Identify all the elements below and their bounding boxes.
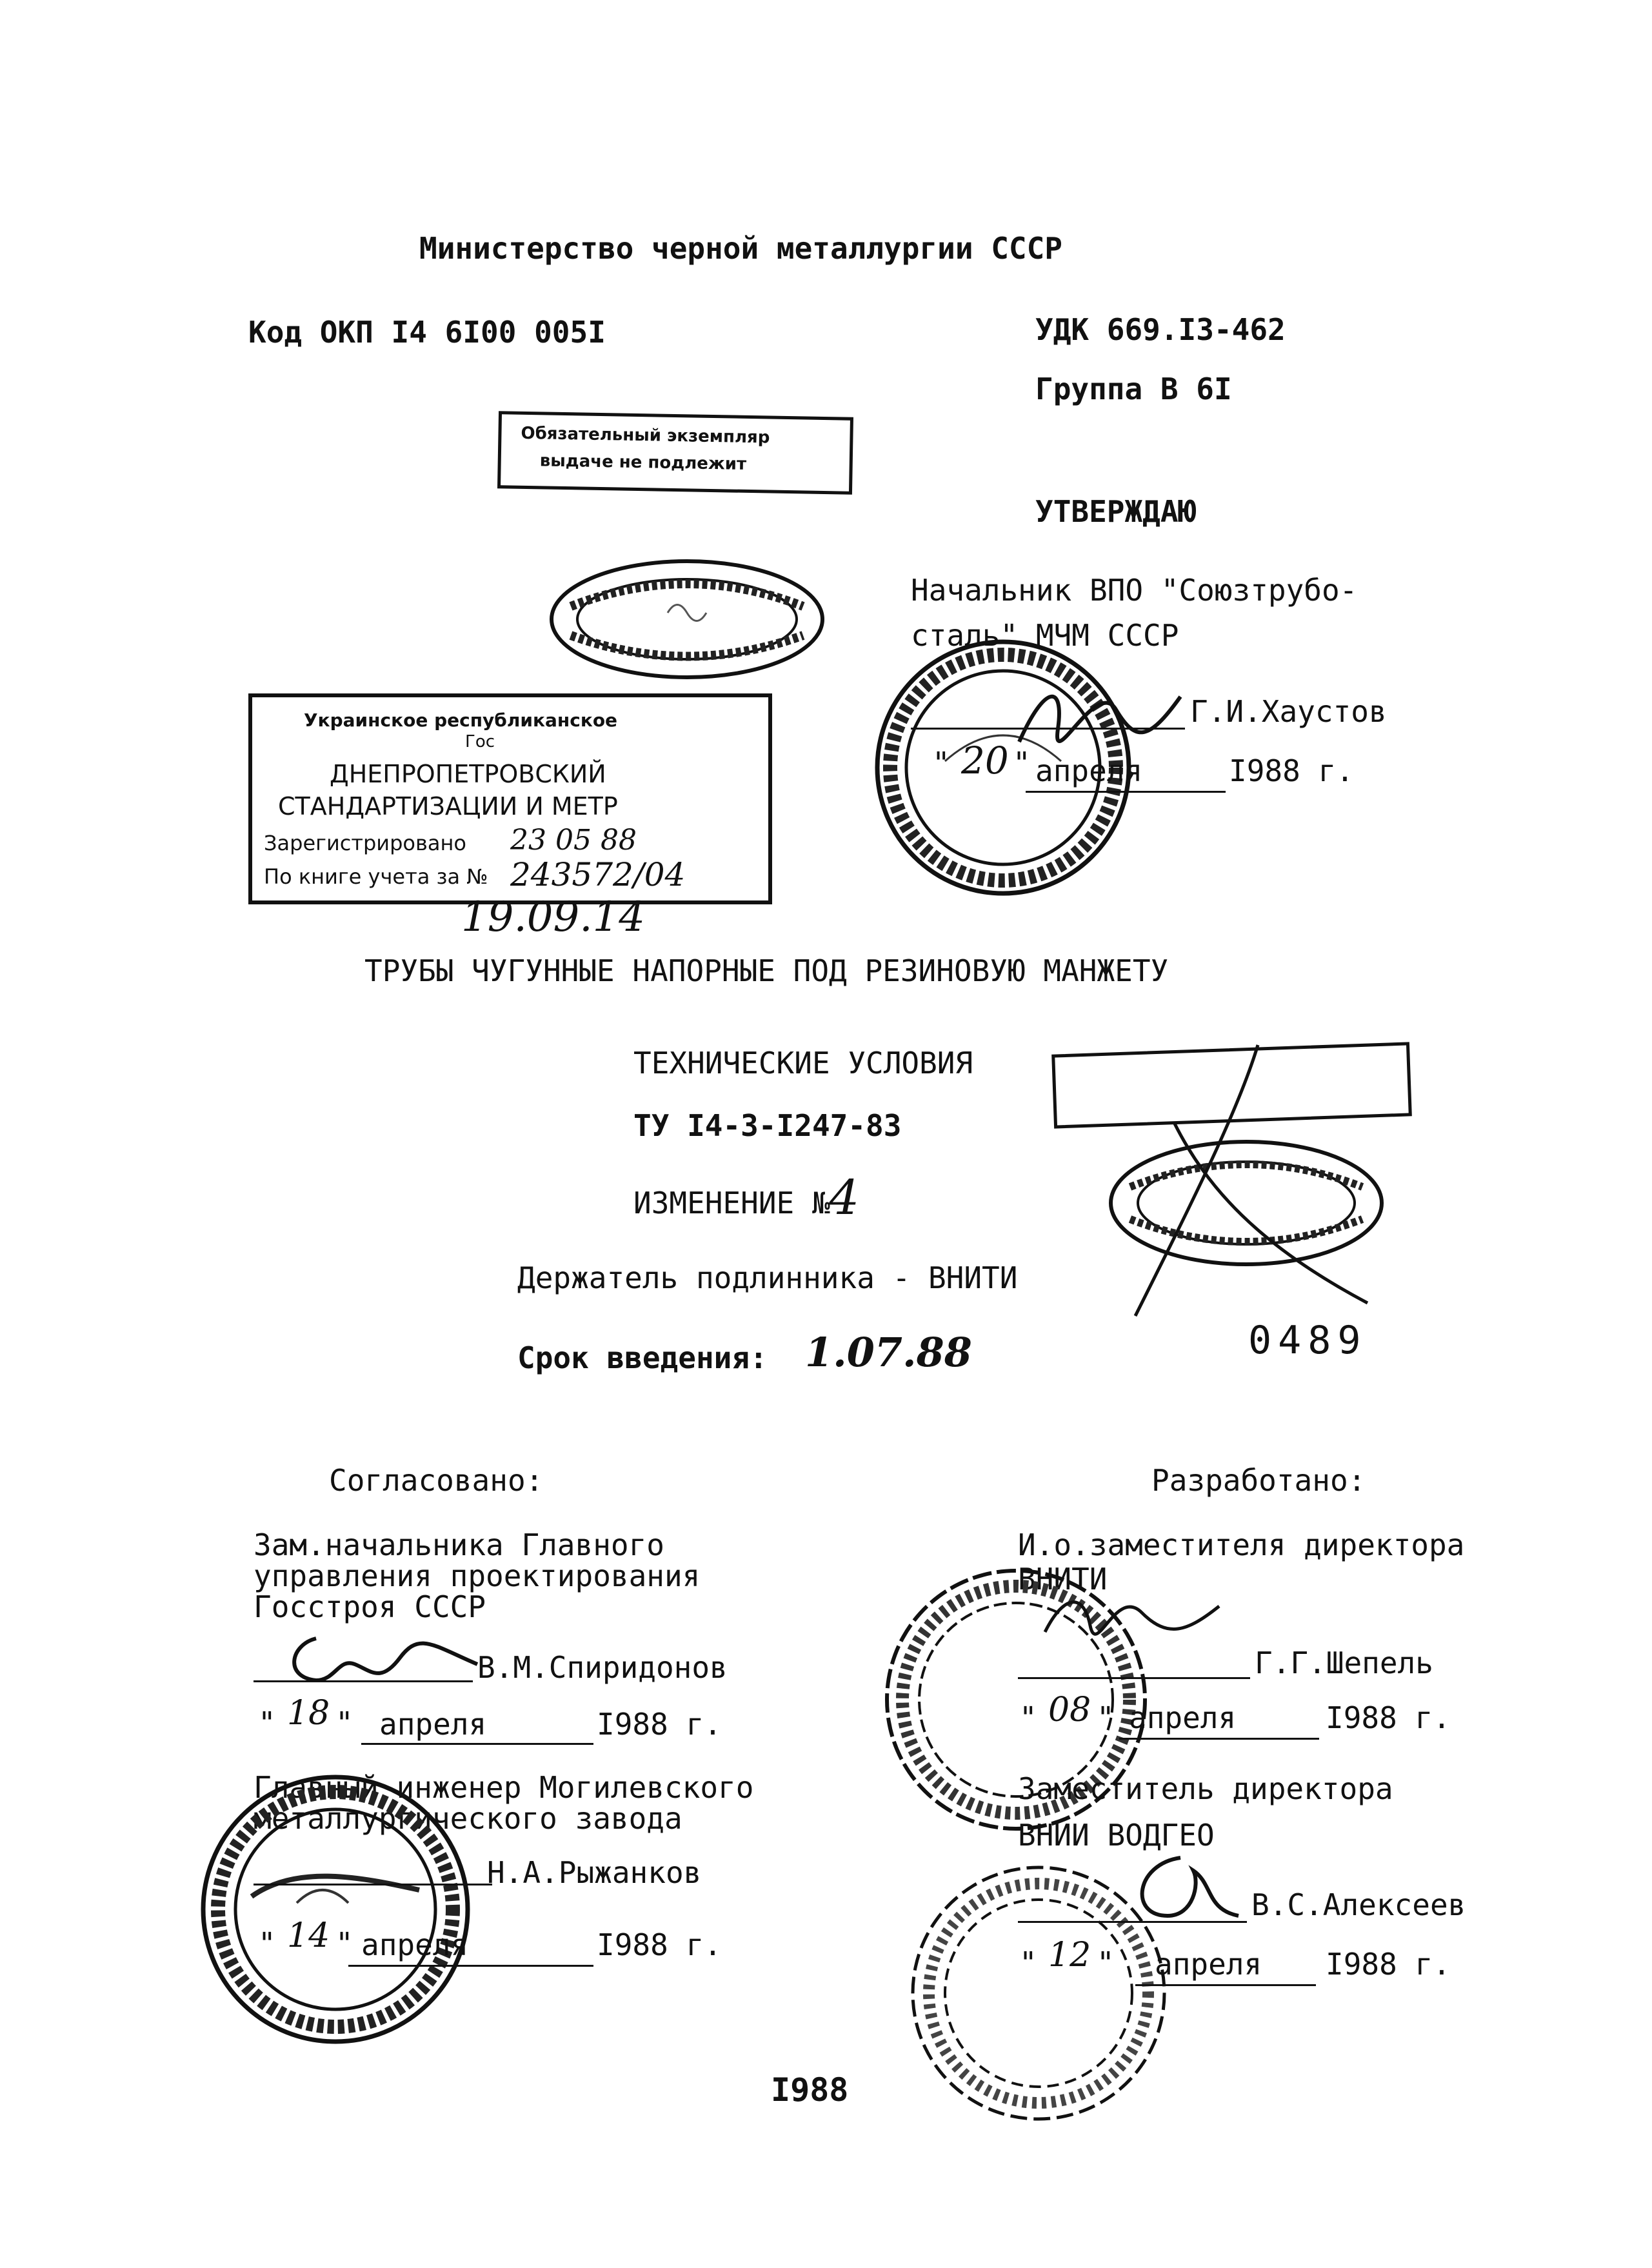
approval-position-line1: Начальник ВПО "Союзтрубо- <box>911 573 1358 608</box>
agreed-sig1-quote-close: " <box>335 1706 353 1740</box>
registration-stamp <box>248 693 772 904</box>
agreed-sig1-day: 18 <box>287 1694 330 1733</box>
agreed-sig2-quote-close: " <box>335 1926 353 1961</box>
document-title: ТРУБЫ ЧУГУННЫЕ НАПОРНЫЕ ПОД РЕЗИНОВУЮ МАНЖЕТУ <box>364 953 1169 988</box>
signature-line-haustov <box>911 728 1185 730</box>
signature-line-spiridonov <box>254 1680 473 1682</box>
developed-sig2-line2: ВНИИ ВОДГЕО <box>1018 1818 1215 1853</box>
agreed-sig1-line2: управления проектирования <box>254 1558 701 1593</box>
developed-sig2-month: апреля <box>1155 1947 1262 1982</box>
developed-sig2-quote-open: " <box>1019 1945 1037 1980</box>
agreed-sig2-quote-open: " <box>258 1926 276 1961</box>
developed-sig1-name: Г.Г.Шепель <box>1255 1646 1433 1680</box>
signature-haustov <box>1006 671 1193 761</box>
registration-line2: Гос <box>465 732 495 751</box>
footer-year: I988 <box>771 2071 849 2109</box>
approval-day: 20 <box>961 739 1009 782</box>
book-number: 243572/04 <box>510 856 686 893</box>
agreed-sig1-month: апреля <box>379 1707 487 1742</box>
registration-line4: СТАНДАРТИЗАЦИИ И МЕТР <box>278 792 618 821</box>
agreed-sig2-line1: Главный инженер Могилевского <box>254 1770 754 1805</box>
agreed-sig2-name: Н.А.Рыжанков <box>487 1855 702 1890</box>
agreed-sig1-name: В.М.Спиридонов <box>477 1650 728 1685</box>
handwritten-date: 19.09.14 <box>461 893 645 941</box>
developed-sig1-quote-close: " <box>1097 1700 1115 1735</box>
change-number: 4 <box>829 1170 860 1226</box>
registration-line3: ДНЕПРОПЕТРОВСКИЙ <box>330 760 606 788</box>
agreed-sig1-quote-open: " <box>258 1706 276 1740</box>
developed-sig2-year: I988 г. <box>1326 1947 1451 1982</box>
round-seal-mogilev <box>194 1767 477 2051</box>
signature-spiridonov <box>277 1619 490 1696</box>
approval-position-line2: сталь" МЧМ СССР <box>911 618 1179 653</box>
approval-month: апреля <box>1035 753 1143 788</box>
agreed-sig1-line3: Госстроя СССР <box>254 1589 486 1624</box>
agreed-sig2-day: 14 <box>287 1916 330 1955</box>
number-stamp: 0489 <box>1248 1318 1368 1363</box>
signature-alekseev <box>1110 1845 1251 1929</box>
approval-month-line <box>1026 791 1226 793</box>
developed-sig1-line1: И.о.заместителя директора <box>1018 1527 1465 1562</box>
approve-word: УТВЕРЖДАЮ <box>1035 494 1197 529</box>
spec-number: ТУ I4-3-I247-83 <box>633 1108 902 1143</box>
approval-year: I988 г. <box>1229 753 1354 788</box>
copy-stamp-line1: Обязательный экземпляр <box>521 423 770 448</box>
copy-stamp-line2: выдаче не подлежит <box>539 451 747 474</box>
agreed-sig1-line1: Зам.начальника Главного <box>254 1527 664 1562</box>
signature-line-ryzhankov <box>254 1884 492 1885</box>
change-label: ИЗМЕНЕНИЕ № <box>633 1186 830 1220</box>
developed-sig1-month-line <box>1119 1738 1319 1740</box>
developed-sig1-year: I988 г. <box>1326 1700 1451 1735</box>
okp-code: Код ОКП I4 6I00 005I <box>248 315 606 350</box>
developed-sig1-day: 08 <box>1048 1691 1091 1729</box>
oval-stamp-top <box>545 555 829 684</box>
effective-date: 1.07.88 <box>805 1329 972 1376</box>
agreed-sig1-year: I988 г. <box>597 1707 722 1742</box>
signature-shepel <box>1032 1574 1226 1651</box>
group-code: Группа В 6I <box>1035 372 1232 406</box>
original-holder: Держатель подлинника - ВНИТИ <box>517 1260 1018 1295</box>
developed-sig2-name: В.С.Алексеев <box>1251 1887 1466 1922</box>
approval-name: Г.И.Хаустов <box>1190 694 1387 729</box>
developed-sig1-month: апреля <box>1129 1700 1237 1735</box>
developed-heading: Разработано: <box>1151 1463 1366 1498</box>
registration-line1: Украинское республиканское <box>304 710 618 731</box>
agreed-sig1-month-line <box>361 1743 593 1745</box>
cross-out-mark <box>1110 1032 1380 1329</box>
developed-sig1-quote-open: " <box>1019 1700 1037 1735</box>
developed-sig2-line1: Заместитель директора <box>1018 1771 1393 1806</box>
signature-line-alekseev <box>1018 1921 1247 1923</box>
developed-sig1-line2: ВНИТИ <box>1018 1562 1108 1597</box>
registered-date: 23 05 88 <box>510 824 637 857</box>
agreed-sig2-year: I988 г. <box>597 1927 722 1962</box>
book-label: По книге учета за № <box>264 864 488 889</box>
developed-sig2-month-line <box>1135 1984 1316 1986</box>
agreed-heading: Согласовано: <box>329 1463 544 1498</box>
agreed-sig2-month: апреля <box>361 1927 469 1962</box>
registered-label: Зарегистрировано <box>264 831 466 855</box>
copy-stamp <box>497 411 853 495</box>
signature-line-shepel <box>1018 1677 1250 1679</box>
approval-quote-open: " <box>932 746 950 781</box>
developed-sig2-day: 12 <box>1048 1936 1091 1975</box>
udk-code: УДК 669.I3-462 <box>1035 312 1286 347</box>
ministry-heading: Министерство черной металлургии СССР <box>419 231 1062 266</box>
approval-quote-close: " <box>1013 746 1031 781</box>
agreed-sig2-line2: металлургического завода <box>254 1801 682 1836</box>
document-subtitle: ТЕХНИЧЕСКИЕ УСЛОВИЯ <box>633 1046 973 1080</box>
developed-sig2-quote-close: " <box>1097 1945 1115 1980</box>
agreed-sig2-month-line <box>348 1965 593 1967</box>
effective-label: Срок введения: <box>517 1340 768 1375</box>
